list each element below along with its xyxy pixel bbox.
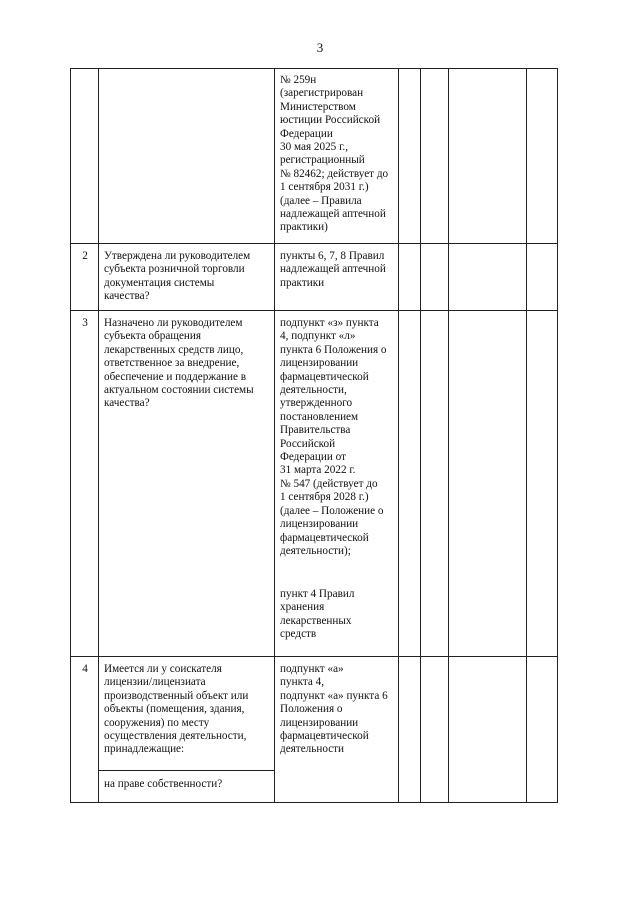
column-divider [526,68,527,803]
subrow-divider [98,770,274,771]
text-line: лекарственных средств лицо, [104,343,244,356]
text-line: надлежащей аптечной [280,263,386,276]
text-line: 4, подпункт «л» [280,330,356,343]
text-line: юстиции Российской [280,114,381,127]
text-line: деятельности, [280,384,347,397]
column-divider [98,68,99,803]
text-line: 1 сентября 2031 г.) [280,181,369,194]
text-line: лицензировании [280,716,359,729]
text-line: лицензии/лицензиата [104,676,206,689]
text-line: ответственное за внедрение, [104,357,240,370]
row-2-number: 2 [82,250,88,262]
text-line: производственный объект или [104,689,249,702]
text-line: Федерации от [280,451,346,464]
page-number: 3 [316,40,324,55]
table-border-left [70,68,71,803]
text-line: обеспечение и поддержание в [104,370,247,383]
text-line: подпункт «з» пункта [280,317,379,329]
text-line: пункты 6, 7, 8 Правил [280,250,385,262]
table-border-top [70,68,558,69]
text-line: подпункт «а» пункта 6 [280,689,388,702]
text-line: деятельности); [280,544,351,557]
text-line: фармацевтической [280,730,369,743]
row-3-number: 3 [82,317,88,329]
text-line: субъекта розничной торговли [104,263,245,276]
text-line: Федерации [280,127,333,140]
text-line: Министерством [280,100,356,113]
text-line: регистрационный [280,154,365,167]
text-line: Имеется ли у соискателя [104,663,222,675]
text-line: надлежащей аптечной [280,208,386,221]
text-line: средств [280,628,317,641]
row-divider [70,243,558,244]
column-divider [274,68,275,803]
row-divider [70,310,558,311]
table-border-bottom [70,802,558,803]
text-line: постановлением [280,410,359,423]
text-line: пункта 6 Положения о [280,343,387,356]
text-line: актуальном состоянии системы [104,384,254,397]
text-line: осуществления деятельности, [104,730,247,743]
text-line: (далее – Положение о [280,504,384,517]
row-4-reference [280,663,388,757]
text-line: фармацевтической [280,370,369,383]
row-2-question [104,250,250,304]
text-line: Назначено ли руководителем [104,317,243,329]
text-line: (далее – Правила [280,194,362,207]
text-line: пункт 4 Правил [280,588,355,600]
column-divider [398,68,399,803]
row-2-reference [280,250,386,290]
text-line: фармацевтической [280,531,369,544]
text-line: № 82462; действует до [280,167,389,180]
text-line: № 547 (действует до [280,477,378,490]
row-4-subquestion [104,778,222,791]
text-line: качества? [104,397,150,410]
text-line: Положения о [280,703,343,716]
text-line: качества? [104,290,150,303]
table-border-right [557,68,558,803]
text-line: субъекта обращения [104,330,202,343]
row-3-reference-extra [280,588,354,642]
row-3-question [104,317,254,411]
row-1-reference [280,74,388,235]
text-line: принадлежащие: [104,743,185,756]
text-line: 1 сентября 2028 г.) [280,491,369,504]
text-line: документация системы [104,276,215,289]
text-line: лицензировании [280,357,359,370]
text-line: подпункт «а» [280,663,344,675]
row-4-question [104,663,248,757]
text-line: № 259н [280,74,317,86]
column-divider [448,68,449,803]
text-line: лицензировании [280,518,359,531]
text-line: 31 марта 2022 г. [280,464,356,477]
text-line: деятельности [280,743,345,756]
column-divider [420,68,421,803]
text-line: Утверждена ли руководителем [104,250,251,262]
text-line: объекты (помещения, здания, [104,703,245,716]
text-line: на праве собственности? [104,778,223,790]
text-line: практики) [280,221,328,234]
text-line: утвержденного [280,397,353,410]
text-line: сооружения) по месту [104,716,210,729]
row-4-number: 4 [82,663,88,675]
row-3-reference [280,317,387,558]
text-line: 30 мая 2025 г., [280,141,348,154]
text-line: Российской [280,437,336,450]
text-line: (зарегистрирован [280,87,364,100]
text-line: лекарственных [280,614,352,627]
text-line: Правительства [280,424,351,437]
row-divider [70,656,558,657]
text-line: практики [280,276,325,289]
text-line: хранения [280,601,325,614]
text-line: пункта 4, [280,676,325,689]
